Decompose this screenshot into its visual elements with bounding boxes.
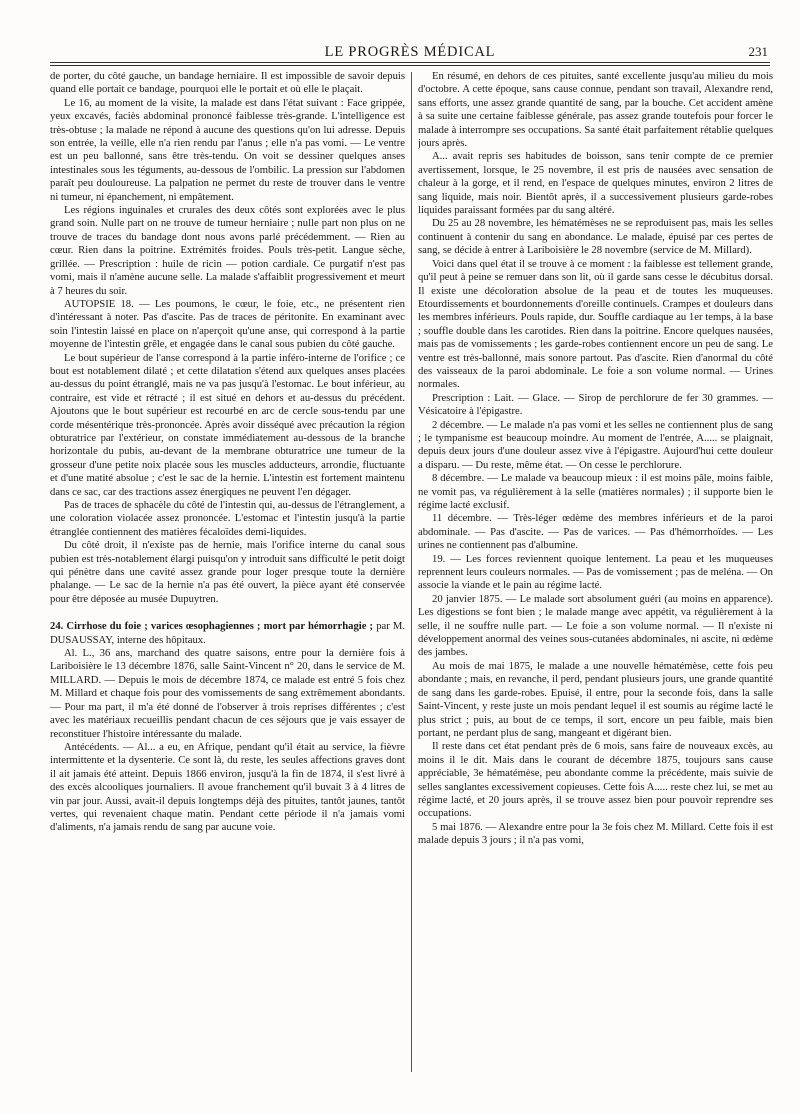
- paragraph: En résumé, en dehors de ces pituites, santé excellente jusqu'au milieu du mois d'octobre. A cette époque, sans cause connue, pendant son travail, Alexandre rend, sans efforts, une assez grande quantité de sang, par la bouche. Cet accident amène à sa suite une certaine faiblesse générale, pas assez grande toutefois pour forcer le malade à interrompre ses occupations. Sa santé était parfaitement rétablie quelques jours après.: [418, 71, 773, 150]
- section-number: 24.: [50, 621, 64, 633]
- paragraph: Le bout supérieur de l'anse correspond à la partie inféro-interne de l'orifice ; ce bout est notablement dilaté ; et cette dilatation s'étend aux quelques anses placées au-dessus du point étranglé, mais ne va pas jusqu'à l'estomac. Le bout inférieur, au contraire, est vide et rétracté ; il est situé en dehors et au-dessus du précédent. Ajoutons que le bout supérieur est recourbé en arc de cercle sous-tendu par une corde mésentérique très-prononcée. Après avoir disséqué avec précaution la région obturatrice par l'extérieur, on constate immédiatement au-dessous de la branche horizontale du pubis, au-devant de la membrane obturatrice une tumeur de la grosseur d'une petite noix placée sous les muscles adducteurs, arrondie, fluctuante et d'une matité absolue ; c'est le sac de la hernie. L'intestin est fortement maintenu dans ce sac, car des tractions assez énergiques ne peuvent l'en dégager.: [50, 352, 405, 498]
- paragraph: 2 décembre. — Le malade n'a pas vomi et les selles ne contiennent plus de sang ; le tympanisme est beaucoup moindre. Au moment de l'entrée, A..... se plaignait, depuis deux jours d'une douleur assez vive à l'épigastre. Aujourd'hui cette douleur a disparu. — Du reste, même état. — On cesse le perchlorure.: [418, 419, 773, 471]
- paragraph: 19. — Les forces reviennent quoique lentement. La peau et les muqueuses reprennent leurs couleurs normales. — Pas de vomissement ; pas de meléna. — On associe la viande et le pain au régime lacté.: [418, 553, 773, 592]
- right-column: [418, 70, 773, 1080]
- section-byline: par M. DUSAUSSAY, interne des hôpitaux.: [50, 621, 405, 646]
- paragraph: Antécédents. — Al... a eu, en Afrique, pendant qu'il était au service, la fièvre intermittente et la dysenterie. Ce sont là, du reste, les seules affections graves dont il ait jamais été atteint. Depuis 1866 environ, jusqu'à la fin de 1874, il s'est livré à des excès alcooliques journaliers. Il avoue franchement qu'il buvait 3 à 4 litres de vin par jour. Aussi, avait-il depuis longtemps déjà des pituites, tantôt jaunes, tantôt vertes, qui revenaient chaque matin. Pendant cette période il n'a jamais vomi d'aliments, n'a jamais rendu de sang par aucune voie.: [50, 741, 405, 834]
- column-divider: [411, 72, 412, 1072]
- paragraph: 11 décembre. — Très-léger œdème des membres inférieurs et de la paroi abdominale. — Pas d'ascite. — Pas de varices. — Pas d'hémorrhoïdes. — Les urines ne contiennent pas d'albumine.: [418, 513, 773, 552]
- left-column: [50, 70, 405, 1080]
- paragraph: A... avait repris ses habitudes de boisson, sans tenir compte de ce premier avertissement, lorsque, le 25 novembre, il est pris de nausées avec sensation de chaleur à la gorge, et il rend, en l'espace de quelques minutes, environ 2 litres de sang liquide, mais noir. Bientôt après, il a successivement plusieurs garde-robes liquides paraissant formées par du sang altéré.: [418, 151, 773, 217]
- paragraph: Du côté droit, il n'existe pas de hernie, mais l'orifice interne du canal sous pubien est très-notablement élargi puisqu'on y introduit sans difficulté le petit doigt qui pénètre dans une cavité assez grande pour loger presque toute la dernière phalange. — Le sac de la hernie n'a pas été ouvert, la pièce ayant été conservée pour être déposée au musée Dupuytren.: [50, 540, 405, 605]
- header-rule-secondary: [50, 65, 770, 66]
- paragraph: 5 mai 1876. — Alexandre entre pour la 3e fois chez M. Millard. Cette fois il est malade depuis 3 jours ; il n'a pas vomi,: [418, 821, 773, 847]
- section-title: Cirrhose du foie ; varices œsophagiennes ; mort par hémorrhagie ;: [66, 621, 374, 633]
- paragraph: Pas de traces de sphacèle du côté de l'intestin qui, au-dessus de l'étranglement, a une coloration violacée assez prononcée. L'estomac et l'intestin jusqu'à la partie étranglée contiennent des matières fécaloïdes demi-liquides.: [50, 500, 405, 538]
- paragraph: de porter, du côté gauche, un bandage herniaire. Il est impossible de savoir depuis quand elle portait ce bandage, pourquoi elle le portait et où elle le plaçait.: [50, 71, 405, 96]
- paragraph: Prescription : Lait. — Glace. — Sirop de perchlorure de fer 30 grammes. — Vésicatoire à l'épigastre.: [418, 392, 773, 418]
- paragraph: Du 25 au 28 novembre, les hématémèses ne se reproduisent pas, mais les selles continuent à contenir du sang en abondance. Le malade, épuisé par ces pertes de sang, se décide à entrer à Lariboisière le 28 novembre (service de M. Millard).: [418, 218, 773, 257]
- page-number: 231: [748, 44, 768, 59]
- paragraph: Voici dans quel état il se trouve à ce moment : la faiblesse est tellement grande, qu'il peut à peine se remuer dans son lit, où il garde sans cesse le décubitus dorsal. Il existe une décoloration absolue de la peau et de toutes les muqueuses. Etourdissements et bourdonnements d'oreille continuels. Crampes et douleurs dans les membres inférieurs. Pouls rapide, dur. Souffle cardiaque au 1er temps, à la base ; souffle double dans les carotides. Rien dans la poitrine. Encore quelques nausées, mais pas de vomissements ; les garde-robes contiennent encore un peu de sang. Le ventre est très-ballonné, mais sonore partout. Pas d'ascite. Rien d'anormal du côté des vaisseaux de la paroi abdominale. Le foie a son volume normal. — Urines normales.: [418, 258, 773, 391]
- paragraph: 20 janvier 1875. — Le malade sort absolument guéri (au moins en apparence). Les digestions se font bien ; le malade mange avec appétit, va régulièrement à la selle, il ne souffre nulle part. — Le foie a son volume normal. — Il n'existe ni développement anormal des veines sous-cutanées abdominales, ni ascite, ni œdème des jambes.: [418, 593, 773, 659]
- paragraph: Le 16, au moment de la visite, la malade est dans l'état suivant : Face grippée, yeux excavés, faciès abdominal prononcé faiblesse très-grande. L'intelligence est très-obtuse ; la malade ne répond à aucune des questions qu'on lui adresse. Depuis son entrée, la veille, elle n'a rien rendu par l'anus ; elle n'a pas vomi. — Le ventre est un peu ballonné, sans être très-tendu. On voit se dessiner quelques anses intestinales sous les téguments, au-dessous de l'ombilic. La pression sur l'abdomen paraît peu douloureuse. La palpation ne permet du reste de trouver dans le ventre ni tumeur, ni épanchement, ni empâtement.: [50, 97, 405, 203]
- header-rule: [50, 62, 770, 63]
- page-header: [50, 40, 770, 62]
- paragraph: Il reste dans cet état pendant près de 6 mois, sans faire de nouveaux excès, au moins il le dit. Mais dans le courant de décembre 1875, toujours sans cause appréciable, 3e hématémèse, peu abondante comme la précédente, mais suivie de selles sanglantes excessivement copieuses. Cette fois A..... reste chez lui, se met au régime lacté, et 20 jours après, il se trouve assez bien pour pouvoir reprendre ses occupations.: [418, 741, 773, 820]
- paragraph: Al. L., 36 ans, marchand des quatre saisons, entre pour la dernière fois à Lariboisière le 13 décembre 1876, salle Saint-Vincent n° 20, dans le service de M. MILLARD. — Depuis le mois de décembre 1874, ce malade est entré 5 fois chez M. Millard et chaque fois pour des vomissements de sang extrêmement abondants. — Pour ma part, il m'a été donné de l'observer à trois reprises différentes ; c'est avec les matériaux recueillis pendant chacun de ces séjours que je vais essayer de reconstituer l'histoire intéressante du malade.: [50, 648, 405, 740]
- section-heading: [50, 620, 405, 647]
- paragraph: Au mois de mai 1875, le malade a une nouvelle hématémèse, cette fois peu abondante ; mais, en revanche, il perd, pendant plusieurs jours, une grande quantité de sang dans les garde-robes. Epuisé, il entre, pour la seconde fois, dans la salle Saint-Vincent, y reste juste un mois pendant lequel il est soumis au régime lacté le plus strict ; puis, au bout de ce temps, il sort, encore un peu faible, mais bien portant, ne perdant plus de sang, mangeant et digérant bien.: [418, 660, 773, 739]
- paragraph: AUTOPSIE 18. — Les poumons, le cœur, le foie, etc., ne présentent rien d'intéressant à noter. Pas d'ascite. Pas de traces de péritonite. En examinant avec soin l'intestin laissé en place on n'aperçoit qu'une anse, qui correspond à la partie moyenne de l'intestin grêle, et engagée dans le canal sous pubien du côté gauche.: [50, 298, 405, 351]
- paragraph: 8 décembre. — Le malade va beaucoup mieux : il est moins pâle, moins faible, ne vomit pas, va régulièrement à la selle (matières normales) ; il supporte bien le régime lacté exclusif.: [418, 473, 773, 511]
- journal-title: LE PROGRÈS MÉDICAL: [324, 44, 496, 60]
- paragraph: Les régions inguinales et crurales des deux côtés sont explorées avec le plus grand soin. Nulle part on ne trouve de tumeur herniaire ; nulle part non plus on ne trouve de traces du bandage dont nous avons parlé précédemment. — Rien au cœur. Rien dans la poitrine. Extrémités froides. Pouls très-petit. Langue sèche, grillée. — Prescription : huile de ricin — potion cardiale. Ce purgatif n'est pas vomi, mais il n'amène aucune selle. La malade s'affaiblit progressivement et meurt à 7 heures du soir.: [50, 205, 405, 297]
